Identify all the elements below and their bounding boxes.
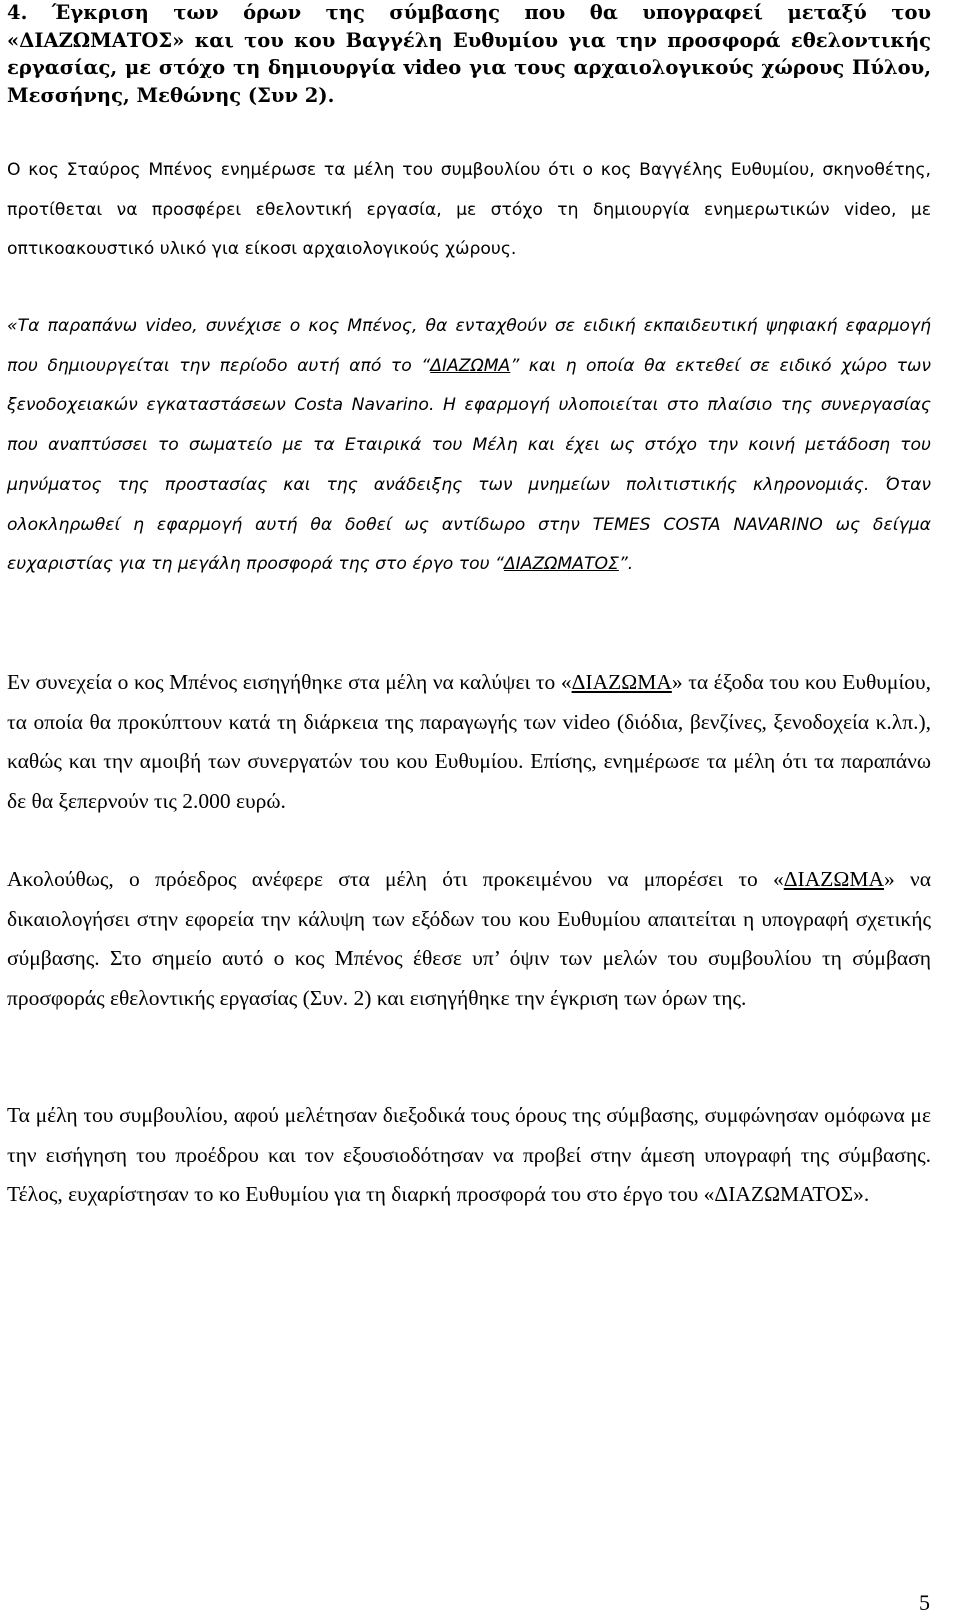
paragraph-4 bbox=[7, 860, 931, 1019]
diazomatos-underlined: ΔΙΑΖΩΜΑΤΟΣ bbox=[503, 554, 619, 575]
section-heading bbox=[7, 0, 931, 109]
quote-text-3: ”. bbox=[618, 554, 634, 575]
paragraph-3-text-2: » τα έξοδα του κου Ευθυμίου, τα οποία θα προκύπτουν κατά τη διάρκεια της παραγωγής των video (διόδια, βενζίνες, ξενοδοχεία κ.λπ.), καθώς και την αμοιβή των συνεργατών του κου Ευθυμίου. Επίσης, ενημέρωσε τα μέλη ότι τα παραπάνω δε θα ξεπερνούν τις 2.000 ευρώ. bbox=[7, 670, 931, 814]
section-number: 4. bbox=[7, 1, 28, 24]
quote-text-1: «Τα παραπάνω video, συνέχισε ο κος Μπένος, θα ενταχθούν σε ειδική εκπαιδευτική ψηφιακή εφαρμογή που δημιουργείται την περίοδο αυτή από το “ bbox=[7, 316, 931, 376]
paragraph-1: Ο κος Σταύρος Μπένος ενημέρωσε τα μέλη του συμβουλίου ότι ο κος Βαγγέλης Ευθυμίου, σκηνοθέτης, προτίθεται να προσφέρει εθελοντική εργασία, με στόχο τη δημιουργία ενημερωτικών video, με οπτικοακουστικό υλικό για είκοσι αρχαιολογικούς χώρους. bbox=[7, 160, 931, 260]
paragraph-2-quote bbox=[7, 307, 931, 585]
diazoma-underlined: ΔΙΑΖΩΜΑ bbox=[571, 670, 672, 694]
paragraph-4-text-1: Ακολούθως, ο πρόεδρος ανέφερε στα μέλη ότι προκειμένου να μπορέσει το « bbox=[7, 867, 784, 891]
paragraph-3 bbox=[7, 663, 931, 822]
quote-text-2: ” και η οποία θα εκτεθεί σε ειδικό χώρο των ξενοδοχειακών εγκαταστάσεων Costa Navarino. Η εφαρμογή υλοποιείται στο πλαίσιο της συνεργασίας που αναπτύσσει το σωματείο με τα Εταιρικά του Μέλη και έχει ως στόχο την κοινή μετάδοση του μηνύματος της προστασίας και της ανάδειξης των μνημείων πολιτιστικής κληρονομιάς. Όταν ολοκληρωθεί η εφαρμογή αυτή θα δοθεί ως αντίδωρο στην TEMES COSTA NAVARINO ως δείγμα ευχαριστίας για τη μεγάλη προσφορά της στο έργο του “ bbox=[7, 355, 932, 575]
paragraph-4-text-2: » να δικαιολογήσει στην εφορεία την κάλυψη των εξόδων του κου Ευθυμίου απαιτείται η υπογραφή σχετικής σύμβασης. Στο σημείο αυτό ο κος Μπένος έθεσε υπ’ όψιν των μελών του συμβουλίου τη σύμβαση προσφοράς εθελοντικής εργασίας (Συν. 2) και εισηγήθηκε την έγκριση των όρων της. bbox=[7, 867, 931, 1011]
diazoma-underlined: ΔΙΑΖΩΜΑ bbox=[430, 355, 511, 376]
diazoma-underlined: ΔΙΑΖΩΜΑ bbox=[783, 867, 885, 891]
page-number: 5 bbox=[919, 1590, 930, 1615]
section-title: Έγκριση των όρων της σύμβασης που θα υπογραφεί μεταξύ του «ΔΙΑΖΩΜΑΤΟΣ» και του κου Βαγγέλη Ευθυμίου για την προσφορά εθελοντικής εργασίας, με στόχο τη δημιουργία video για τους αρχαιολογικούς χώρους Πύλου, Μεσσήνης, Μεθώνης (Συν 2). bbox=[7, 1, 931, 107]
paragraph-5: Τα μέλη του συμβουλίου, αφού μελέτησαν διεξοδικά τους όρους της σύμβασης, συμφώνησαν ομόφωνα με την εισήγηση του προέδρου και τον εξουσιοδότησαν να προβεί στην άμεση υπογραφή της σύμβασης. Τέλος, ευχαρίστησαν το κο Ευθυμίου για τη διαρκή προσφορά του στο έργο του «ΔΙΑΖΩΜΑΤΟΣ». bbox=[7, 1103, 931, 1207]
paragraph-3-text-1: Εν συνεχεία ο κος Μπένος εισηγήθηκε στα μέλη να καλύψει το « bbox=[7, 670, 572, 694]
